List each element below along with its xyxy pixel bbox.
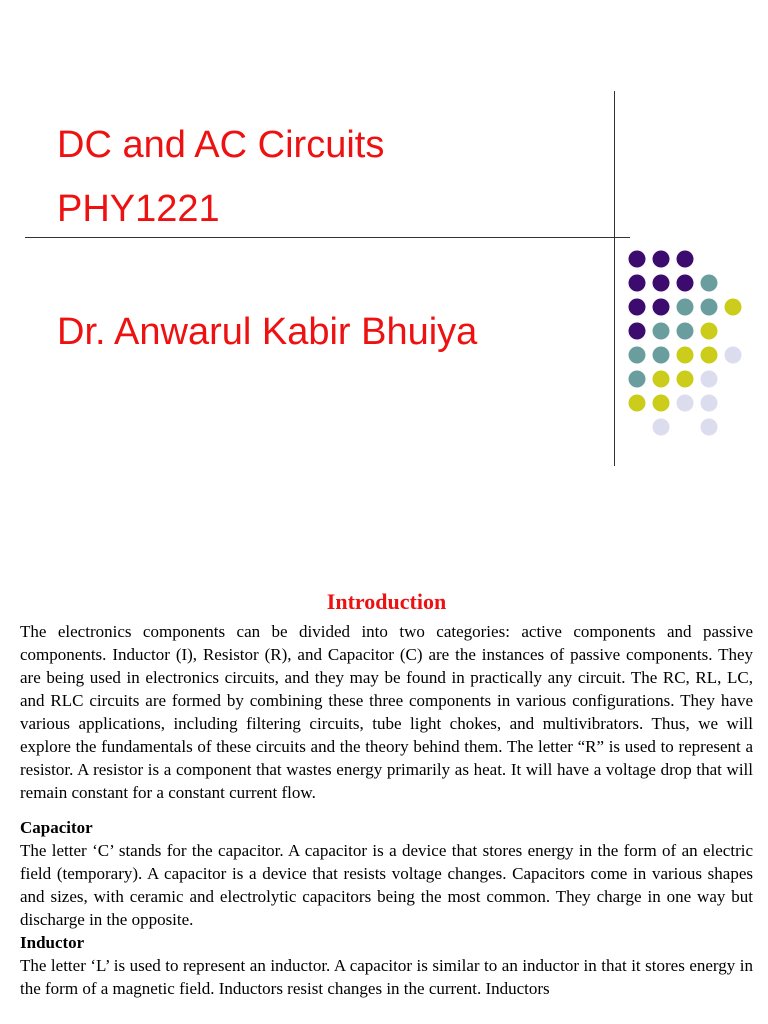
decorative-dot <box>653 251 670 268</box>
decorative-dot <box>653 347 670 364</box>
section-heading-introduction: Introduction <box>326 589 447 614</box>
inductor-paragraph: The letter ‘L’ is used to represent an inductor. A capacitor is similar to an inductor in that it stores energy in the form of a magnetic field. Inductors resist changes in the current. Inductors <box>20 956 753 998</box>
decorative-dot <box>653 395 670 412</box>
inductor-heading: Inductor <box>20 933 85 952</box>
decorative-dot <box>629 395 646 412</box>
decorative-dot <box>677 299 694 316</box>
slide-course-code: PHY1221 <box>57 188 220 230</box>
decorative-dot <box>701 347 718 364</box>
decorative-dot <box>653 419 670 436</box>
decorative-dot <box>653 371 670 388</box>
decorative-dot <box>701 419 718 436</box>
decorative-dot <box>701 395 718 412</box>
decorative-dot <box>629 371 646 388</box>
decorative-dot <box>629 323 646 340</box>
decorative-dot <box>629 275 646 292</box>
decorative-dot <box>653 299 670 316</box>
decorative-dot <box>677 371 694 388</box>
decorative-dot <box>725 299 742 316</box>
capacitor-paragraph: The letter ‘C’ stands for the capacitor. A capacitor is a device that stores energy in the form of an electric field (temporary). A capacitor is a device that resists voltage changes. Capacitors come in various shapes and sizes, with ceramic and electrolytic capacitors being the most common. They charge in one way but discharge in the opposite. <box>20 841 753 929</box>
decorative-dot <box>701 323 718 340</box>
decorative-dot <box>677 251 694 268</box>
decorative-dot <box>677 275 694 292</box>
document-body <box>20 588 753 1000</box>
slide-author: Dr. Anwarul Kabir Bhuiya <box>57 311 478 353</box>
slide-title-course: DC and AC Circuits <box>57 124 385 166</box>
decorative-dot <box>701 275 718 292</box>
decorative-dot <box>653 275 670 292</box>
decorative-dot <box>677 323 694 340</box>
intro-paragraph: The electronics components can be divided into two categories: active components and passive components. Inductor (I), Resistor (R), and Capacitor (C) are the instances of passive components. They are being used in electronics circuits, and they may be found in practically any circuit. The RC, RL, LC, and RLC circuits are formed by combining these three components in various configurations. They have various applications, including filtering circuits, tube light chokes, and multivibrators. Thus, we will explore the fundamentals of these circuits and the theory behind them. The letter “R” is used to represent a resistor. A resistor is a component that wastes energy primarily as heat. It will have a voltage drop that will remain constant for a constant current flow. <box>20 622 753 802</box>
decorative-dot <box>677 395 694 412</box>
decorative-dot <box>677 347 694 364</box>
decorative-dot <box>653 323 670 340</box>
decorative-dot <box>629 347 646 364</box>
capacitor-heading: Capacitor <box>20 818 93 837</box>
decorative-dot <box>629 299 646 316</box>
decorative-dot <box>701 299 718 316</box>
decorative-dot <box>701 371 718 388</box>
decorative-dot <box>629 251 646 268</box>
decorative-dot <box>725 347 742 364</box>
